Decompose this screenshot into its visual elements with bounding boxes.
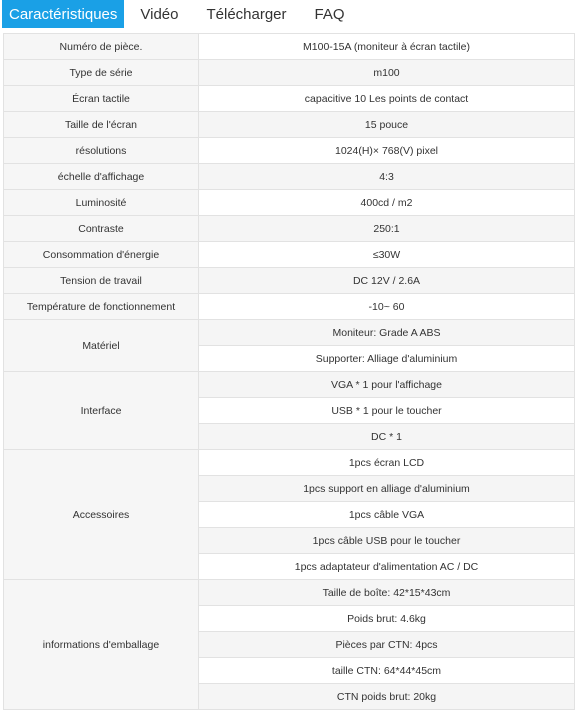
spec-value: ≤30W bbox=[199, 242, 575, 268]
table-row bbox=[4, 86, 575, 112]
spec-value: CTN poids brut: 20kg bbox=[199, 684, 575, 710]
spec-value: 4:3 bbox=[199, 164, 575, 190]
spec-label: Matériel bbox=[4, 320, 199, 372]
table-row bbox=[4, 34, 575, 60]
table-row bbox=[4, 216, 575, 242]
spec-label: échelle d'affichage bbox=[4, 164, 199, 190]
tab-caracteristiques[interactable]: Caractéristiques bbox=[2, 0, 124, 28]
spec-label: Température de fonctionnement bbox=[4, 294, 199, 320]
spec-value: 1pcs adaptateur d'alimentation AC / DC bbox=[199, 554, 575, 580]
spec-value: DC 12V / 2.6A bbox=[199, 268, 575, 294]
spec-label: Contraste bbox=[4, 216, 199, 242]
spec-value: Supporter: Alliage d'aluminium bbox=[199, 346, 575, 372]
spec-value: taille CTN: 64*44*45cm bbox=[199, 658, 575, 684]
spec-label: Taille de l'écran bbox=[4, 112, 199, 138]
spec-label: Consommation d'énergie bbox=[4, 242, 199, 268]
spec-value: 15 pouce bbox=[199, 112, 575, 138]
spec-label: Type de série bbox=[4, 60, 199, 86]
spec-value: 250:1 bbox=[199, 216, 575, 242]
spec-label: résolutions bbox=[4, 138, 199, 164]
table-row bbox=[4, 60, 575, 86]
spec-value: Taille de boîte: 42*15*43cm bbox=[199, 580, 575, 606]
spec-value: 1024(H)× 768(V) pixel bbox=[199, 138, 575, 164]
spec-label: Accessoires bbox=[4, 450, 199, 580]
spec-value: Poids brut: 4.6kg bbox=[199, 606, 575, 632]
table-row bbox=[4, 450, 575, 476]
spec-value: DC * 1 bbox=[199, 424, 575, 450]
table-row bbox=[4, 190, 575, 216]
spec-label: Tension de travail bbox=[4, 268, 199, 294]
spec-table bbox=[3, 33, 575, 710]
spec-value: 400cd / m2 bbox=[199, 190, 575, 216]
spec-value: 1pcs câble VGA bbox=[199, 502, 575, 528]
spec-value: USB * 1 pour le toucher bbox=[199, 398, 575, 424]
spec-label: Numéro de pièce. bbox=[4, 34, 199, 60]
table-row bbox=[4, 242, 575, 268]
spec-value: 1pcs écran LCD bbox=[199, 450, 575, 476]
tab-bar bbox=[0, 0, 578, 28]
spec-value: m100 bbox=[199, 60, 575, 86]
spec-value: VGA * 1 pour l'affichage bbox=[199, 372, 575, 398]
spec-value: 1pcs support en alliage d'aluminium bbox=[199, 476, 575, 502]
spec-value: Moniteur: Grade A ABS bbox=[199, 320, 575, 346]
spec-value: M100-15A (moniteur à écran tactile) bbox=[199, 34, 575, 60]
table-row bbox=[4, 294, 575, 320]
tab-faq[interactable]: FAQ bbox=[314, 5, 345, 23]
spec-value: 1pcs câble USB pour le toucher bbox=[199, 528, 575, 554]
table-row bbox=[4, 320, 575, 346]
spec-label: informations d'emballage bbox=[4, 580, 199, 710]
spec-value: Pièces par CTN: 4pcs bbox=[199, 632, 575, 658]
table-row bbox=[4, 372, 575, 398]
spec-panel bbox=[3, 33, 575, 710]
spec-label: Interface bbox=[4, 372, 199, 450]
table-row bbox=[4, 138, 575, 164]
table-row bbox=[4, 580, 575, 606]
table-row bbox=[4, 112, 575, 138]
spec-value: capacitive 10 Les points de contact bbox=[199, 86, 575, 112]
table-row bbox=[4, 164, 575, 190]
tab-video[interactable]: Vidéo bbox=[140, 5, 179, 23]
spec-value: -10~ 60 bbox=[199, 294, 575, 320]
tab-telecharger[interactable]: Télécharger bbox=[206, 5, 287, 23]
spec-label: Écran tactile bbox=[4, 86, 199, 112]
table-row bbox=[4, 268, 575, 294]
spec-label: Luminosité bbox=[4, 190, 199, 216]
